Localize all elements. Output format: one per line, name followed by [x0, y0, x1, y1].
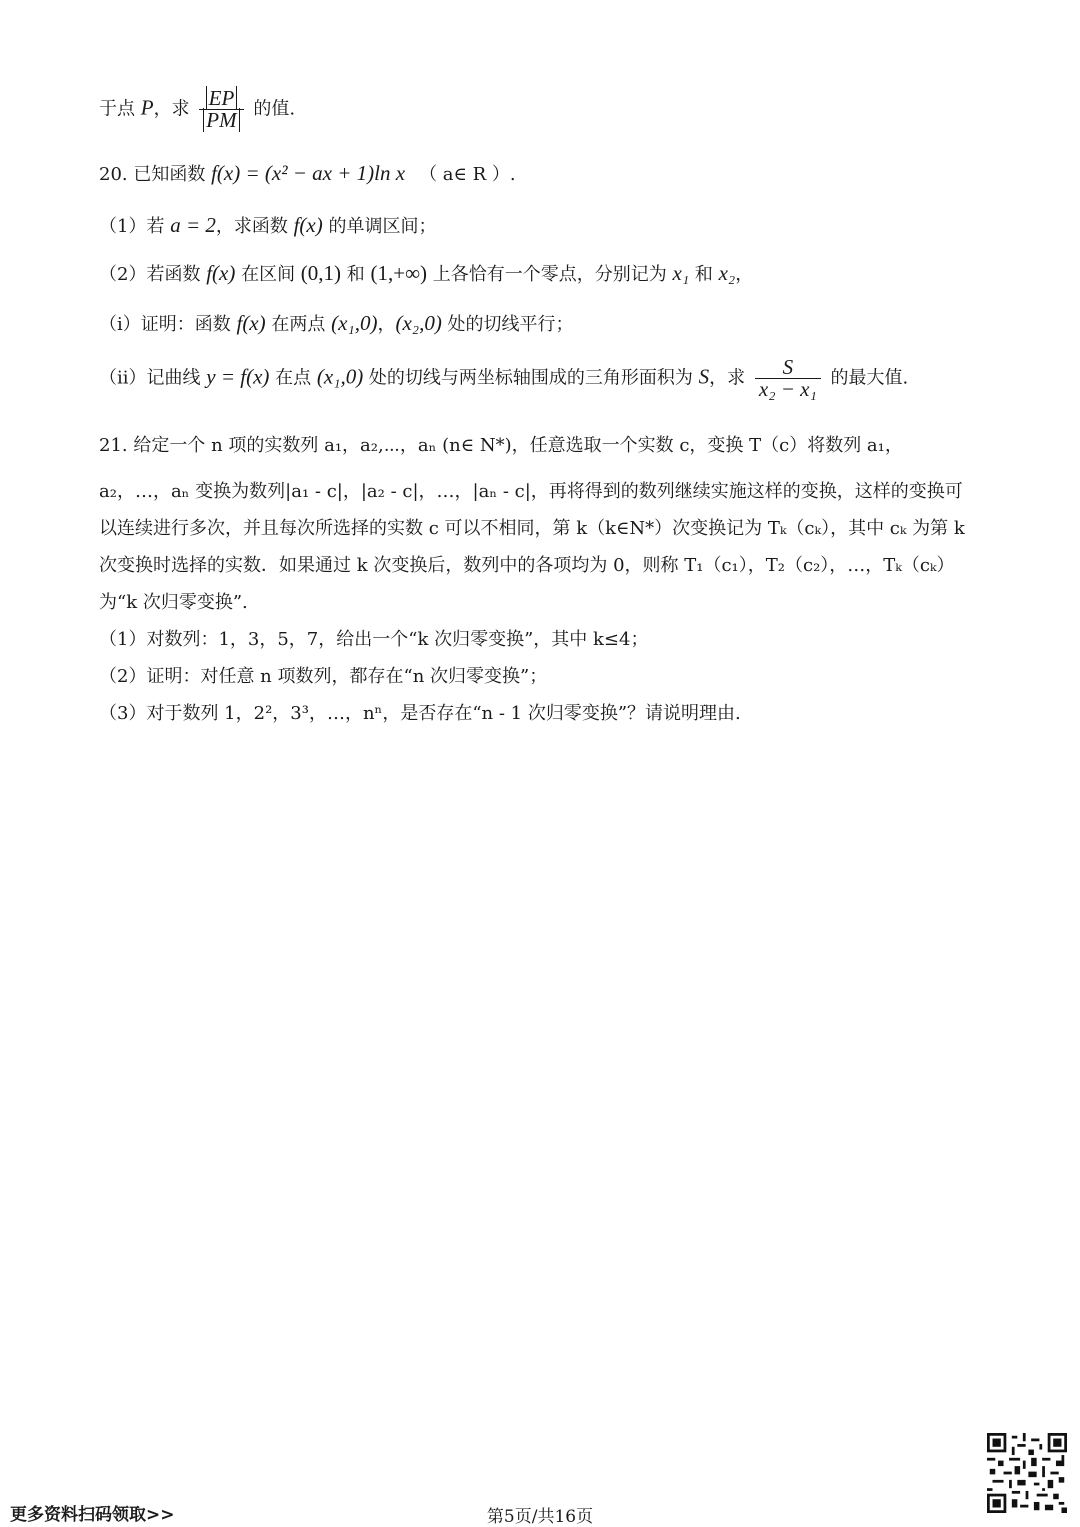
q20-stem — [99, 163, 516, 184]
curve-equation: y = f(x) — [206, 364, 270, 389]
q20-part2-text1: 在区间 — [235, 264, 301, 285]
q20-part-ii-label: （ii）记曲线 — [99, 367, 207, 389]
q21-part3: （3）对于数列 1，2²，3³，…，nⁿ，是否存在“n - 1 次归零变换”？请说明理由. — [99, 703, 741, 724]
q20-part2-and2: 和 — [689, 264, 719, 285]
top-mid: ，求 — [153, 98, 196, 120]
point-x2-0: (x₂,0) — [395, 311, 442, 335]
area-s: S — [698, 364, 710, 389]
q20-part-ii-text3: ，求 — [709, 367, 751, 389]
q20-part1-func: f(x) — [293, 213, 323, 237]
q20-part-i-comma: ， — [377, 314, 396, 335]
q21-line4: 次变换时选择的实数．如果通过 k 次变换后，数列中的各项均为 0，则称 T₁（c₁），T₂（c₂），…，Tₖ（cₖ） — [99, 555, 955, 576]
ratio-denominator: x₂ − x₁ — [758, 377, 817, 401]
q20-part1-text: ，求函数 — [215, 216, 294, 237]
q20-function-def: f(x) = (x² − ax + 1)ln x — [211, 161, 406, 185]
q20-part-ii-text1: 在点 — [269, 367, 317, 389]
q20-part2-label: （2）若函数 — [99, 264, 207, 285]
footer-promo-link[interactable]: 更多资料扫码领取>> — [10, 1505, 175, 1525]
q20-part2 — [99, 263, 753, 284]
top-suffix: 的值. — [247, 98, 296, 120]
zero-x1: x₁ — [672, 261, 690, 285]
q20-part-ii-text2: 处的切线与两坐标轴围成的三角形面积为 — [363, 367, 699, 389]
q21-part2: （2）证明：对任意 n 项数列，都存在“n 次归零变换”； — [99, 666, 548, 687]
q21-part1: （1）对数列：1，3，5，7，给出一个“k 次归零变换”，其中 k≤4； — [99, 629, 649, 650]
top-prefix: 于点 — [99, 98, 141, 120]
q20-part-i-func: f(x) — [236, 311, 266, 335]
qr-code-icon[interactable] — [987, 1433, 1067, 1513]
q21-line3: 以连续进行多次，并且每次所选择的实数 c 可以不相同，第 k（k∈N*）次变换记为 Tₖ（cₖ），其中 cₖ 为第 k — [99, 518, 965, 539]
q20-part-ii — [99, 357, 908, 400]
q20-part2-end: ， — [735, 264, 754, 285]
q20-part2-and: 和 — [341, 264, 371, 285]
fraction-numerator: EP — [206, 86, 238, 110]
q20-part1 — [99, 215, 436, 236]
q21-line5: 为“k 次归零变换”. — [99, 592, 248, 613]
q20-part-i-label: （i）证明：函数 — [99, 314, 237, 335]
q20-part-ii-end: 的最大值. — [824, 367, 909, 389]
interval-0-1: (0,1) — [300, 261, 342, 285]
q20-stem-text: 已知函数 — [127, 164, 212, 185]
q20-part-i-end: 处的切线平行； — [441, 314, 574, 335]
q20-part2-text2: 上各恰有一个零点，分别记为 — [427, 264, 673, 285]
q20-part1-end: 的单调区间； — [322, 216, 437, 237]
q20-part1-label: （1）若 — [99, 216, 171, 237]
q20-part2-func: f(x) — [206, 261, 236, 285]
tangent-point: (x₁,0) — [316, 364, 364, 389]
q21-line1: 21. 给定一个 n 项的实数列 a₁，a₂,⋯，aₙ (n∈ N*)，任意选取一个实数 c，变换 T（c）将数列 a₁， — [99, 435, 903, 456]
interval-1-inf: (1,+∞) — [370, 261, 428, 285]
zero-x2: x₂ — [718, 261, 736, 285]
q20-part-i — [99, 313, 574, 334]
q20-number: 20. — [99, 164, 128, 185]
q21-line2: a₂，…，aₙ 变换为数列|a₁ - c|，|a₂ - c|，…，|aₙ - c|，再将得到的数列继续实施这样的变换，这样的变换可 — [99, 481, 963, 502]
point-x1-0: (x₁,0) — [331, 311, 378, 335]
s-over-diff-fraction — [755, 357, 821, 400]
point-p: P — [140, 95, 154, 120]
ratio-numerator: S — [782, 355, 794, 379]
ep-pm-fraction — [199, 88, 243, 131]
fraction-denominator: PM — [203, 108, 239, 132]
q20-condition: （ a∈ R ）. — [419, 164, 516, 185]
q20-part-i-text: 在两点 — [265, 314, 332, 335]
page-number: 第5页/共16页 — [486, 1507, 594, 1527]
q20-part1-condition: a = 2 — [170, 213, 216, 237]
top-line — [99, 88, 295, 131]
